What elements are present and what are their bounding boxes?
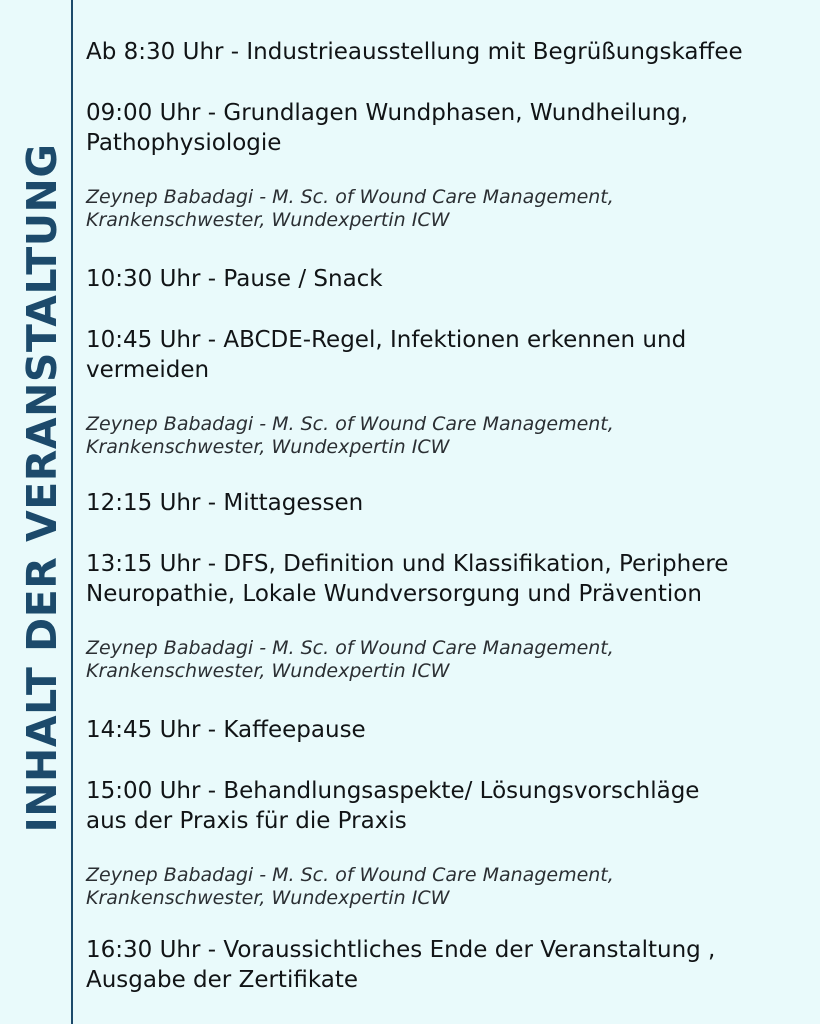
speaker-info [86, 186, 614, 232]
speaker-line: Krankenschwester, Wundexpertin ICW [86, 436, 450, 458]
speaker-line: Zeynep Babadagi - M. Sc. of Wound Care Management, [86, 413, 614, 435]
speaker-line: Krankenschwester, Wundexpertin ICW [86, 660, 450, 682]
schedule-item-abcde-rule [86, 325, 686, 385]
speaker-line: Zeynep Babadagi - M. Sc. of Wound Care Management, [86, 186, 614, 208]
schedule-item-end [86, 935, 715, 995]
vertical-divider [71, 0, 73, 1024]
schedule-item-line: aus der Praxis für die Praxis [86, 808, 407, 834]
schedule-item-lunch [86, 488, 363, 518]
speaker-info [86, 413, 614, 459]
schedule-item-line: 12:15 Uhr - Mittagessen [86, 490, 364, 516]
speaker-line: Krankenschwester, Wundexpertin ICW [86, 887, 450, 909]
schedule-item-treatment-aspects [86, 776, 699, 836]
schedule-item-line: Ausgabe der Zertifikate [86, 967, 359, 993]
schedule-item-line: 13:15 Uhr - DFS, Definition und Klassifikation, Periphere [86, 551, 729, 577]
schedule-item-arrival [86, 37, 743, 67]
speaker-line: Zeynep Babadagi - M. Sc. of Wound Care Management, [86, 864, 614, 886]
speaker-line: Zeynep Babadagi - M. Sc. of Wound Care Management, [86, 637, 614, 659]
schedule-item-line: vermeiden [86, 357, 210, 383]
schedule-item-line: 15:00 Uhr - Behandlungsaspekte/ Lösungsvorschläge [86, 778, 700, 804]
schedule-item-line: Ab 8:30 Uhr - Industrieausstellung mit Begrüßungskaffee [86, 39, 743, 65]
side-title: INHALT DER VERANSTALTUNG [18, 143, 66, 833]
schedule-item-snack-break [86, 264, 383, 294]
schedule-item-line: Neuropathie, Lokale Wundversorgung und Prävention [86, 581, 702, 607]
schedule-item-wound-basics [86, 98, 688, 158]
speaker-info [86, 637, 614, 683]
schedule-item-line: Pathophysiologie [86, 130, 282, 156]
schedule-item-line: 14:45 Uhr - Kaffeepause [86, 717, 366, 743]
schedule-item-line: 10:45 Uhr - ABCDE-Regel, Infektionen erkennen und [86, 327, 687, 353]
schedule-item-dfs [86, 549, 728, 609]
speaker-info [86, 864, 614, 910]
schedule-item-line: 10:30 Uhr - Pause / Snack [86, 266, 383, 292]
schedule-item-line: 16:30 Uhr - Voraussichtliches Ende der Veranstaltung , [86, 937, 716, 963]
speaker-line: Krankenschwester, Wundexpertin ICW [86, 209, 450, 231]
schedule-item-coffee-break [86, 715, 366, 745]
schedule-item-line: 09:00 Uhr - Grundlagen Wundphasen, Wundheilung, [86, 100, 689, 126]
